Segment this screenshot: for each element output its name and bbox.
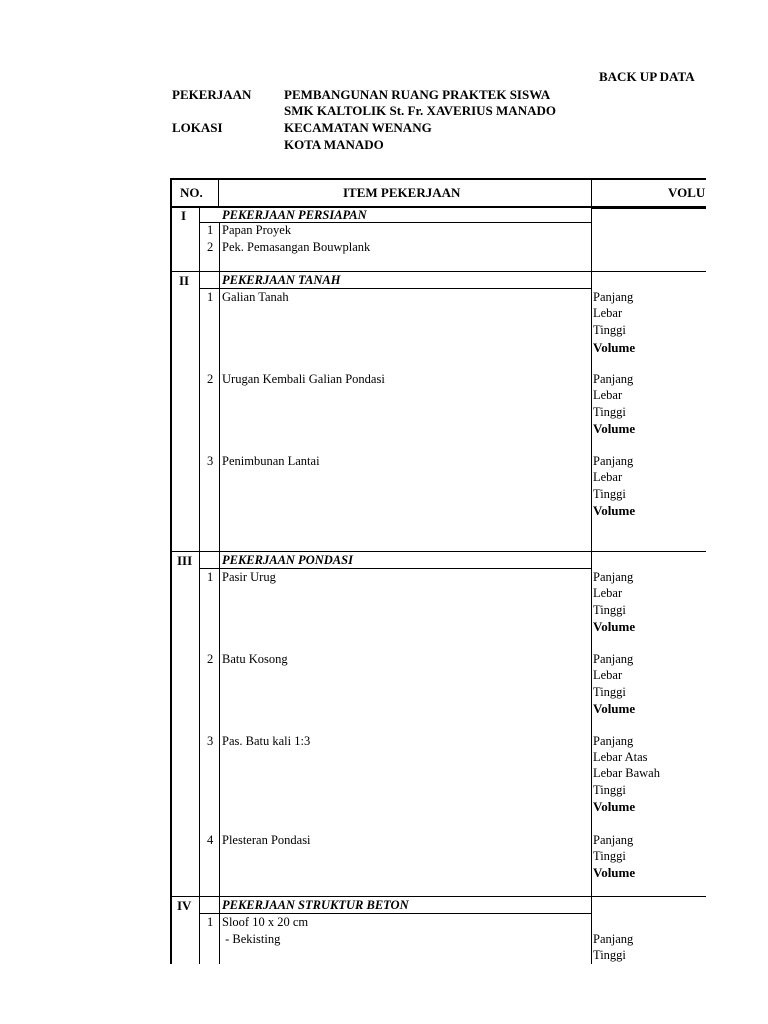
item-label: Plesteran Pondasi <box>222 833 311 847</box>
item-number: 1 <box>207 223 214 237</box>
vol-label: Lebar Bawah <box>593 766 660 780</box>
vol-label: Panjang <box>593 570 634 584</box>
item-label: Galian Tanah <box>222 290 289 304</box>
column-header-volume: VOLU <box>668 185 706 200</box>
item-number: 1 <box>207 570 214 584</box>
item-number: 1 <box>207 290 214 304</box>
header-divider-2 <box>591 180 592 206</box>
column-header-item: ITEM PEKERJAAN <box>343 185 461 200</box>
item-number: 1 <box>207 915 214 929</box>
s1-vol-top <box>591 208 706 209</box>
vol-label: Tinggi <box>593 948 626 962</box>
vol-label: Panjang <box>593 454 634 468</box>
pekerjaan-label: PEKERJAAN <box>172 87 252 102</box>
pekerjaan-value-1: PEMBANGUNAN RUANG PRAKTEK SISWA <box>284 87 551 102</box>
item-label: Papan Proyek <box>222 223 292 237</box>
sub-item-label: - Bekisting <box>222 932 281 946</box>
vol-label: Panjang <box>593 652 634 666</box>
column-header-no: NO. <box>180 185 203 200</box>
item-number: 3 <box>207 454 214 468</box>
s2-bottom <box>170 551 706 552</box>
section-numeral: IV <box>177 898 192 913</box>
vol-total-label: Volume <box>593 799 636 814</box>
vol-label: Lebar <box>593 586 623 600</box>
section-numeral: III <box>177 553 193 568</box>
s1-bottom <box>170 271 706 272</box>
vol-label: Panjang <box>593 932 634 946</box>
item-volume-divider <box>591 208 592 964</box>
section-title: PEKERJAAN PONDASI <box>222 553 353 567</box>
vol-label: Lebar <box>593 388 623 402</box>
s4-title-bottom <box>199 913 592 914</box>
vol-label: Tinggi <box>593 487 626 501</box>
item-label: Urugan Kembali Galian Pondasi <box>222 372 385 386</box>
vol-label: Panjang <box>593 290 634 304</box>
vol-label: Panjang <box>593 372 634 386</box>
vol-label: Lebar <box>593 668 623 682</box>
s2-title-bottom <box>199 288 592 289</box>
vol-label: Tinggi <box>593 849 626 863</box>
vol-label: Tinggi <box>593 323 626 337</box>
vol-label: Tinggi <box>593 783 626 797</box>
item-label: Sloof 10 x 20 cm <box>222 915 309 929</box>
number-divider <box>219 222 220 964</box>
lokasi-value-1: KECAMATAN WENANG <box>284 120 432 135</box>
table-left-border <box>170 178 172 964</box>
vol-label: Lebar Atas <box>593 750 648 764</box>
vol-total-label: Volume <box>593 701 636 716</box>
vol-total-label: Volume <box>593 503 636 518</box>
item-label: Pas. Batu kali 1:3 <box>222 734 311 748</box>
s3-bottom <box>170 896 706 897</box>
vol-total-label: Volume <box>593 421 636 436</box>
vol-label: Panjang <box>593 833 634 847</box>
document-title: BACK UP DATA <box>599 69 695 84</box>
item-number: 2 <box>207 372 214 386</box>
vol-label: Tinggi <box>593 603 626 617</box>
numeral-divider <box>199 208 200 964</box>
item-label: Pek. Pemasangan Bouwplank <box>222 240 371 254</box>
lokasi-value-2: KOTA MANADO <box>284 137 384 152</box>
section-numeral: II <box>179 273 190 288</box>
section-title: PEKERJAAN STRUKTUR BETON <box>222 898 409 912</box>
item-label: Penimbunan Lantai <box>222 454 320 468</box>
vol-label: Tinggi <box>593 685 626 699</box>
item-number: 3 <box>207 734 214 748</box>
pekerjaan-value-2: SMK KALTOLIK St. Fr. XAVERIUS MANADO <box>284 103 556 118</box>
vol-label: Panjang <box>593 734 634 748</box>
vol-label: Tinggi <box>593 405 626 419</box>
item-number: 2 <box>207 240 214 254</box>
vol-total-label: Volume <box>593 619 636 634</box>
vol-label: Lebar <box>593 470 623 484</box>
s3-title-bottom <box>199 568 592 569</box>
vol-label: Lebar <box>593 306 623 320</box>
section-title: PEKERJAAN PERSIAPAN <box>222 208 367 222</box>
item-number: 4 <box>207 833 214 847</box>
section-title: PEKERJAAN TANAH <box>222 273 341 287</box>
item-label: Pasir Urug <box>222 570 276 584</box>
vol-total-label: Volume <box>593 865 636 880</box>
section-numeral: I <box>181 208 187 223</box>
item-label: Batu Kosong <box>222 652 288 666</box>
item-number: 2 <box>207 652 214 666</box>
vol-total-label: Volume <box>593 340 636 355</box>
table-top-border <box>170 178 706 180</box>
header-divider-1 <box>218 180 219 206</box>
lokasi-label: LOKASI <box>172 120 223 135</box>
